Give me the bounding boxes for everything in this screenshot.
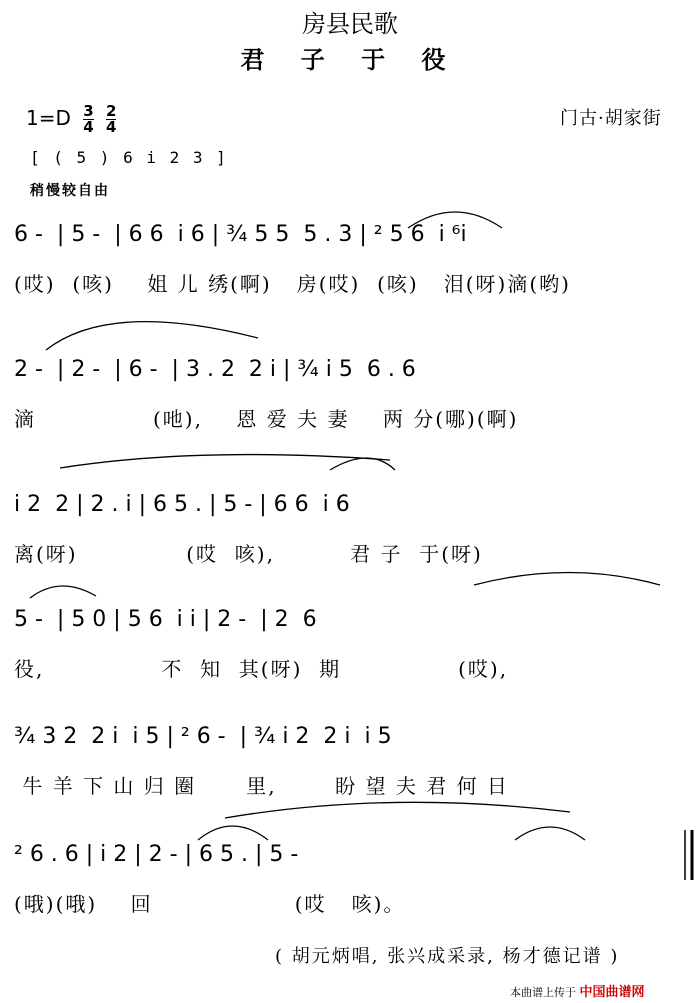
row-notes: 6 - | 5 - | 6 6 i 6 | ¾ 5 5 5 . 3 | ² 5 6 i ⁶i bbox=[14, 222, 467, 247]
credit-line: ( 胡元炳唱, 张兴成采录, 杨才德记谱 ) bbox=[275, 946, 620, 967]
row-notes: ² 6 . 6 | i 2 | 2 - | 6 5 . | 5 - bbox=[14, 842, 299, 867]
row-notes: 5 - | 5 0 | 5 6 i i | 2 - | 2 6 bbox=[14, 607, 317, 632]
song-title: 君 子 于 役 bbox=[240, 45, 460, 74]
row-lyric: 牛 羊 下 山 归 圈 里, 盼 望 夫 君 何 日 bbox=[14, 774, 509, 798]
meter-2-4: $\frac{2}{4}$ bbox=[106, 102, 117, 136]
footer-text: 本曲谱上传于 bbox=[510, 986, 576, 999]
intro-notes: [ ( 5 ) 6 i 2 3 ] bbox=[30, 148, 228, 167]
row-notes: ¾ 3 2 2 i i 5 | ² 6 - | ¾ i 2 2 i i 5 bbox=[14, 724, 392, 749]
footer bbox=[510, 981, 645, 1000]
row-lyric: (哎) (咳) 姐 儿 绣(啊) 房(哎) (咳) 泪(呀)滴(哟) bbox=[14, 272, 571, 296]
row-lyric: 滴 (吔), 恩 爱 夫 妻 两 分(哪)(啊) bbox=[14, 407, 519, 431]
row-notes: i 2 2 | 2 . i | 6 5 . | 5 - | 6 6 i 6 bbox=[14, 492, 350, 517]
meter-3-4: $\frac{3}{4}$ bbox=[83, 102, 94, 136]
tempo-marking: 稍慢较自由 bbox=[30, 183, 110, 199]
attribution: 门古·胡家街 bbox=[560, 108, 662, 129]
site-logo[interactable]: 中国曲谱网 bbox=[579, 985, 645, 1000]
row-notes: 2 - | 2 - | 6 - | 3 . 2 2 i | ¾ i 5 6 . 6 bbox=[14, 357, 416, 382]
row-lyric: (哦)(哦) 回 (哎 咳)。 bbox=[14, 892, 406, 916]
region-title: 房县民歌 bbox=[302, 10, 398, 38]
row-lyric: 役, 不 知 其(呀) 期 (哎), bbox=[14, 657, 509, 681]
key-label: 1=D bbox=[26, 106, 71, 130]
row-lyric: 离(呀) (哎 咳), 君 子 于(呀) bbox=[14, 542, 483, 566]
